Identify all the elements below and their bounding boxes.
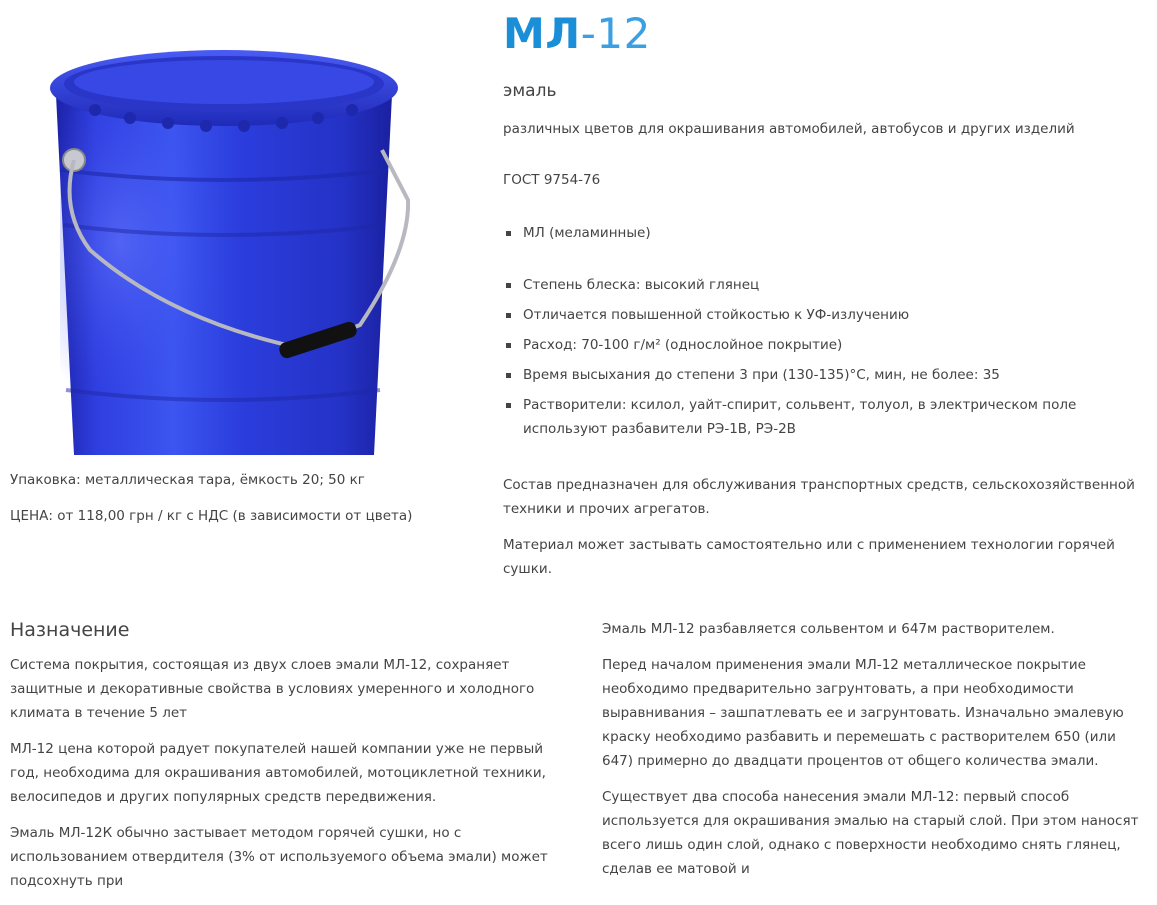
list-item: МЛ (меламинные) xyxy=(503,221,1148,245)
section-paragraph: Перед началом применения эмали МЛ-12 металлическое покрытие необходимо предварительно загрунтовать, а при необходимости выравнивания – зашпатлевать ее и загрунтовать. Изначально эмалевую краску необходимо разбавить и перемешать с растворителем 650 (или 647) примерно до двадцати процентов от общего количества эмали. xyxy=(602,657,1124,769)
list-item: Время высыхания до степени 3 при (130-135)°С, мин, не более: 35 xyxy=(503,363,1148,387)
list-item: Отличается повышенной стойкостью к УФ-излучению xyxy=(503,303,1148,327)
section-paragraph: Эмаль МЛ-12К обычно застывает методом горячей сушки, но с использованием отвердителя (3% от используемого объема эмали) может подсохнуть при xyxy=(10,825,548,889)
section-paragraph: Система покрытия, состоящая из двух слоев эмали МЛ-12, сохраняет защитные и декоративные свойства в условиях умеренного и холодного климата в течение 5 лет xyxy=(10,657,535,721)
section-paragraph: Существует два способа нанесения эмали МЛ-12: первый способ используется для окрашивания эмалью на старый слой. При этом наносят всего лишь один слой, однако с поверхности необходимо снять глянец, сделав ее матовой и xyxy=(602,789,1139,877)
list-item: Растворители: ксилол, уайт-спирит, сольвент, толуол, в электрическом поле используют разбавители РЭ-1В, РЭ-2В xyxy=(503,393,1148,441)
product-title-suffix: -12 xyxy=(580,9,651,58)
product-standard: ГОСТ 9754-76 xyxy=(503,172,601,188)
section-paragraph: МЛ-12 цена которой радует покупателей нашей компании уже не первый год, необходима для окрашивания автомобилей, мотоциклетной техники, велосипедов и других популярных средств передвижения. xyxy=(10,741,546,805)
purpose-text: Состав предназначен для обслуживания транспортных средств, сельскохозяйственной техники и прочих агрегатов. xyxy=(503,477,1135,517)
list-item: Расход: 70-100 г/м² (однослойное покрытие) xyxy=(503,333,1148,357)
product-description: различных цветов для окрашивания автомобилей, автобусов и других изделий xyxy=(503,121,1075,137)
bucket-illustration xyxy=(0,0,490,455)
product-title-main: МЛ xyxy=(503,9,581,58)
features-list xyxy=(503,273,1148,441)
section-paragraph: Эмаль МЛ-12 разбавляется сольвентом и 647м растворителем. xyxy=(602,621,1055,637)
paint-bucket-image xyxy=(0,0,490,455)
application-section xyxy=(602,617,1147,893)
material-text: Материал может застывать самостоятельно или с применением технологии горячей сушки. xyxy=(503,537,1115,577)
price-text: ЦЕНА: от 118,00 грн / кг с НДС (в зависимости от цвета) xyxy=(10,508,413,524)
product-meta xyxy=(10,469,480,541)
type-list xyxy=(503,221,1148,245)
product-details xyxy=(503,0,1148,581)
product-title xyxy=(503,8,1148,60)
purpose-section xyxy=(10,617,555,905)
packaging-text: Упаковка: металлическая тара, ёмкость 20; 50 кг xyxy=(10,472,365,488)
section-heading: Назначение xyxy=(10,619,130,641)
list-item: Степень блеска: высокий глянец xyxy=(503,273,1148,297)
product-subtitle: эмаль xyxy=(503,81,557,101)
